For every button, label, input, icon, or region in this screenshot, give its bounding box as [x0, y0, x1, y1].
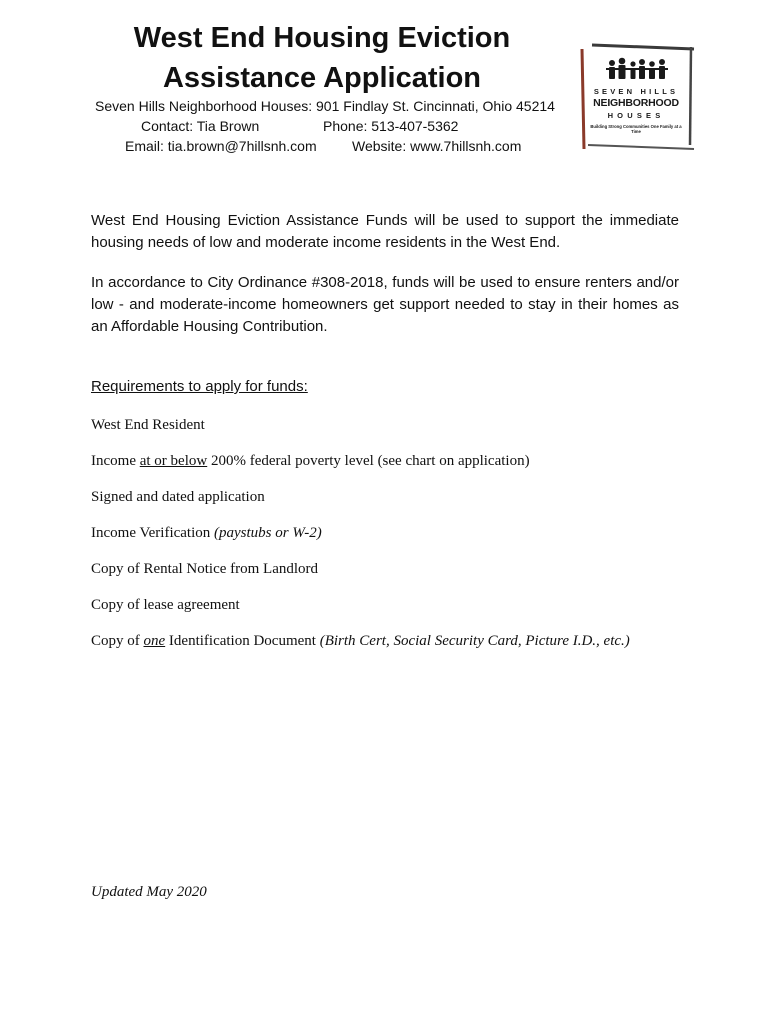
list-item: Copy of one Identification Document (Birth Cert, Social Security Card, Picture I.D., etc.) [91, 633, 630, 649]
contact-website: Website: www.7hillsnh.com [352, 138, 522, 154]
org-address: Seven Hills Neighborhood Houses: 901 Findlay St. Cincinnati, Ohio 45214 [95, 98, 555, 114]
list-item: Signed and dated application [91, 489, 265, 505]
ordinance-paragraph: In accordance to City Ordinance #308-2018, funds will be used to ensure renters and/or low - and moderate-income homeowners get support needed to stay in their homes as an Affordable Housing Contribution. [91, 274, 679, 335]
list-item: Income Verification (paystubs or W-2) [91, 525, 322, 541]
requirements-heading: Requirements to apply for funds: [91, 378, 308, 395]
logo-line-3: HOUSES [607, 111, 665, 120]
list-item: Copy of Rental Notice from Landlord [91, 561, 319, 577]
logo-line-1: SEVEN HILLS [593, 87, 679, 96]
contact-email: Email: tia.brown@7hillsnh.com [125, 138, 317, 154]
logo-frame-graphic [578, 41, 696, 151]
list-item: Income at or below 200% federal poverty level (see chart on application) [91, 453, 530, 469]
title-line-2: Assistance Application [162, 62, 481, 94]
list-item: Copy of lease agreement [91, 597, 240, 613]
logo-tagline: Building Strong Communities One Family at a Time [590, 124, 682, 134]
requirements-list [91, 414, 630, 666]
seven-hills-logo [578, 41, 696, 151]
contact-phone: Phone: 513-407-5362 [323, 118, 459, 134]
intro-paragraph: West End Housing Eviction Assistance Funds will be used to support the immediate housing needs of low and moderate income residents in the West End. [91, 212, 679, 251]
contact-name: Contact: Tia Brown [141, 118, 260, 134]
logo-line-2: NEIGHBORHOOD [593, 97, 679, 109]
family-figures-icon [606, 58, 668, 79]
title-line-1: West End Housing Eviction [133, 22, 511, 54]
list-item: West End Resident [91, 417, 205, 433]
updated-date: Updated May 2020 [91, 884, 207, 900]
document-title [70, 18, 574, 98]
